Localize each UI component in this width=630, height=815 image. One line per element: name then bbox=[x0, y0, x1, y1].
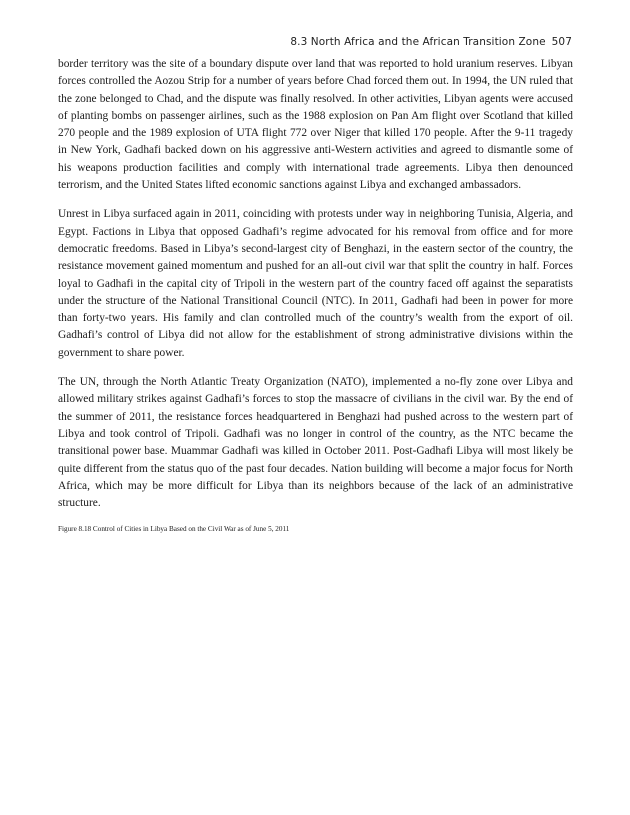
paragraph-1: border territory was the site of a boundary dispute over land that was reported to hold uranium reserves. Libyan forces controlled the Aozou Strip for a number of years before Chad forced them out. In 1994, the UN ruled that the zone belonged to Chad, and the dispute was finally resolved. In other activities, Libyan agents were accused of planting bombs on passenger airlines, such as the 1988 explosion on Pan Am flight over Scotland that killed 270 people and the 1989 explosion of UTA flight 772 over Niger that killed 170 people. After the 9-11 tragedy in New York, Gadhafi backed down on his aggressive anti-Western activities and agreed to dismantle some of his weapons production facilities and comply with international trade agreements. Libya then denounced terrorism, and the United States lifted economic sanctions against Libya and exchanged ambassadors. bbox=[58, 58, 573, 192]
body-text bbox=[58, 56, 573, 534]
paragraph-3: The UN, through the North Atlantic Treaty Organization (NATO), implemented a no-fly zone over Libya and allowed military strikes against Gadhafi’s forces to stop the massacre of civilians in the civil war. By the end of the summer of 2011, the resistance forces headquartered in Benghazi had pushed across to the western part of Libya and took control of Tripoli. Gadhafi was no longer in control of the country, as the NTC became the transitional power base. Muammar Gadhafi was killed in October 2011. Post-Gadhafi Libya will most likely be quite different from the status quo of the past four decades. Nation building will become a major focus for North Africa, which may be more difficult for Libya than its neighbors because of the lack of an administrative structure. bbox=[58, 376, 573, 510]
section-title: 8.3 North Africa and the African Transition Zone bbox=[290, 36, 546, 48]
running-header bbox=[290, 36, 572, 48]
figure-caption: Figure 8.18 Control of Cities in Libya Based on the Civil War as of June 5, 2011 bbox=[58, 525, 290, 534]
page-number: 507 bbox=[551, 36, 572, 48]
paragraph-2: Unrest in Libya surfaced again in 2011, coinciding with protests under way in neighboring Tunisia, Algeria, and Egypt. Factions in Libya that opposed Gadhafi’s regime advocated for his removal from office and for more democratic freedoms. Based in Libya’s second-largest city of Benghazi, in the eastern sector of the country, the resistance movement gained momentum and pushed for an all-out civil war that split the country in half. Forces loyal to Gadhafi in the capital city of Tripoli in the western part of the country faced off against the separatists under the structure of the National Transitional Council (NTC). In 2011, Gadhafi had been in power for more than forty-two years. His family and clan controlled much of the country’s wealth from the export of oil. Gadhafi’s control of Libya did not allow for the establishment of strong administrative divisions within the government to share power. bbox=[58, 208, 573, 359]
